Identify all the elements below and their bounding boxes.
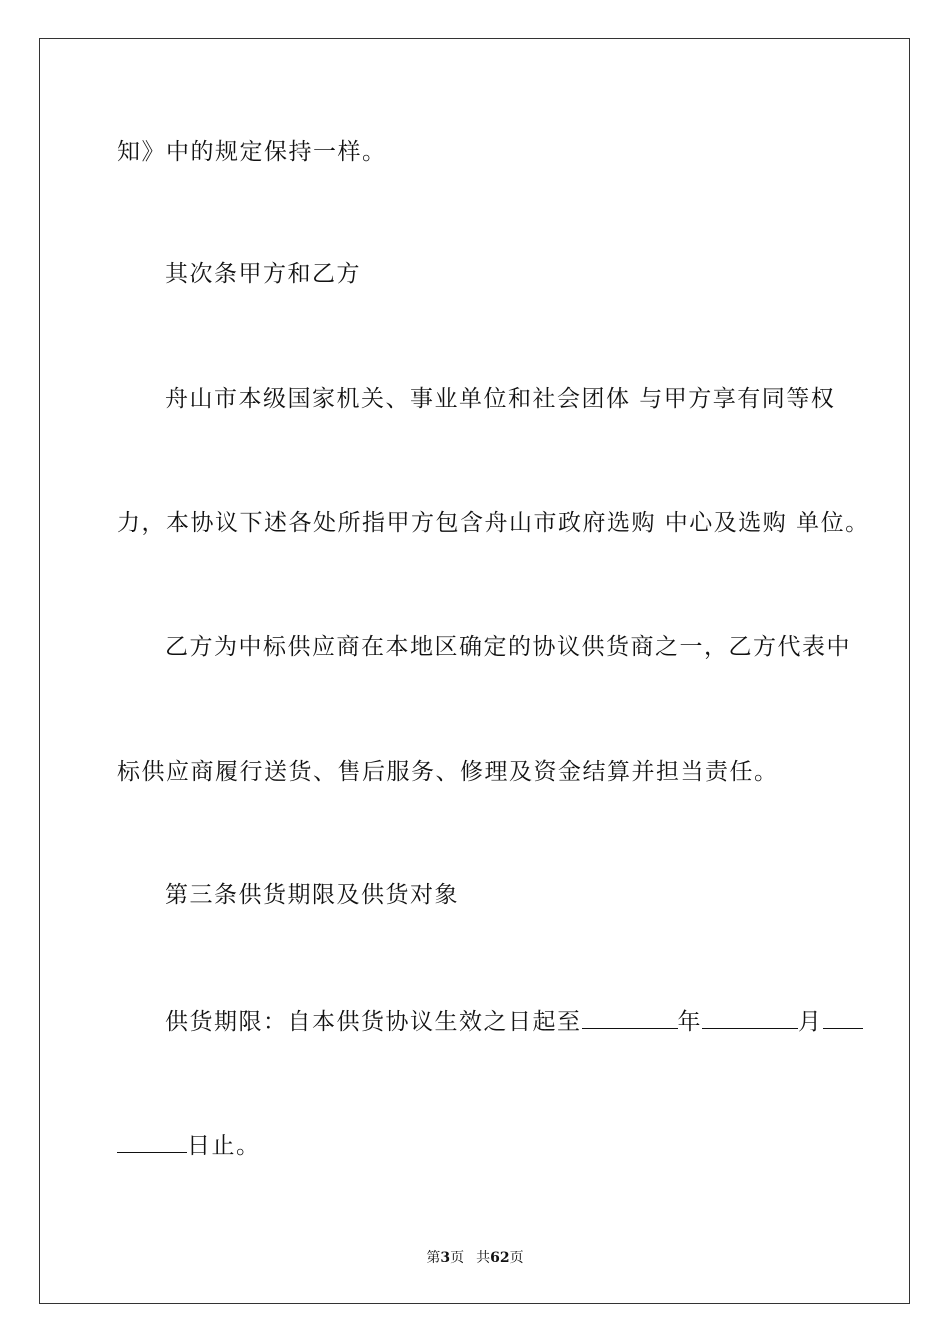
section-heading-parties: 其次条甲方和乙方 — [165, 261, 361, 287]
supply-period-end-line — [117, 1131, 261, 1161]
month-blank — [702, 1008, 798, 1029]
page-footer — [0, 1247, 950, 1267]
paragraph-line: 标供应商履行送货、售后服务、修理及资金结算并担当责任。 — [117, 759, 779, 785]
year-blank — [582, 1008, 678, 1029]
footer-total-pages: 62 — [490, 1250, 510, 1266]
footer-page-prefix: 第 — [426, 1250, 441, 1266]
footer-page-suffix: 页 — [450, 1250, 465, 1266]
footer-total-suffix: 页 — [509, 1250, 524, 1266]
day-blank — [117, 1132, 187, 1153]
page-frame — [39, 38, 910, 1304]
footer-page-number: 3 — [440, 1250, 451, 1266]
footer-total-prefix: 共 — [476, 1250, 491, 1266]
supply-period-text: 供货期限：自本供货协议生效之日起至 — [165, 1009, 582, 1035]
paragraph-line: 力，本协议下述各处所指甲方包含舟山市政府选购 中心及选购 单位。 — [117, 510, 870, 536]
year-label: 年 — [677, 1009, 702, 1035]
month-label: 月 — [798, 1009, 823, 1035]
supply-period-line — [165, 1007, 863, 1037]
paragraph-line: 乙方为中标供应商在本地区确定的协议供货商之一，乙方代表中 — [165, 634, 851, 660]
section-heading-supply-period: 第三条供货期限及供货对象 — [165, 882, 459, 908]
paragraph-line: 知》中的规定保持一样。 — [117, 139, 387, 165]
day-blank-start — [823, 1008, 863, 1029]
day-end-text: 日止。 — [187, 1133, 261, 1159]
paragraph-line: 舟山市本级国家机关、事业单位和社会团体 与甲方享有同等权 — [165, 386, 836, 412]
